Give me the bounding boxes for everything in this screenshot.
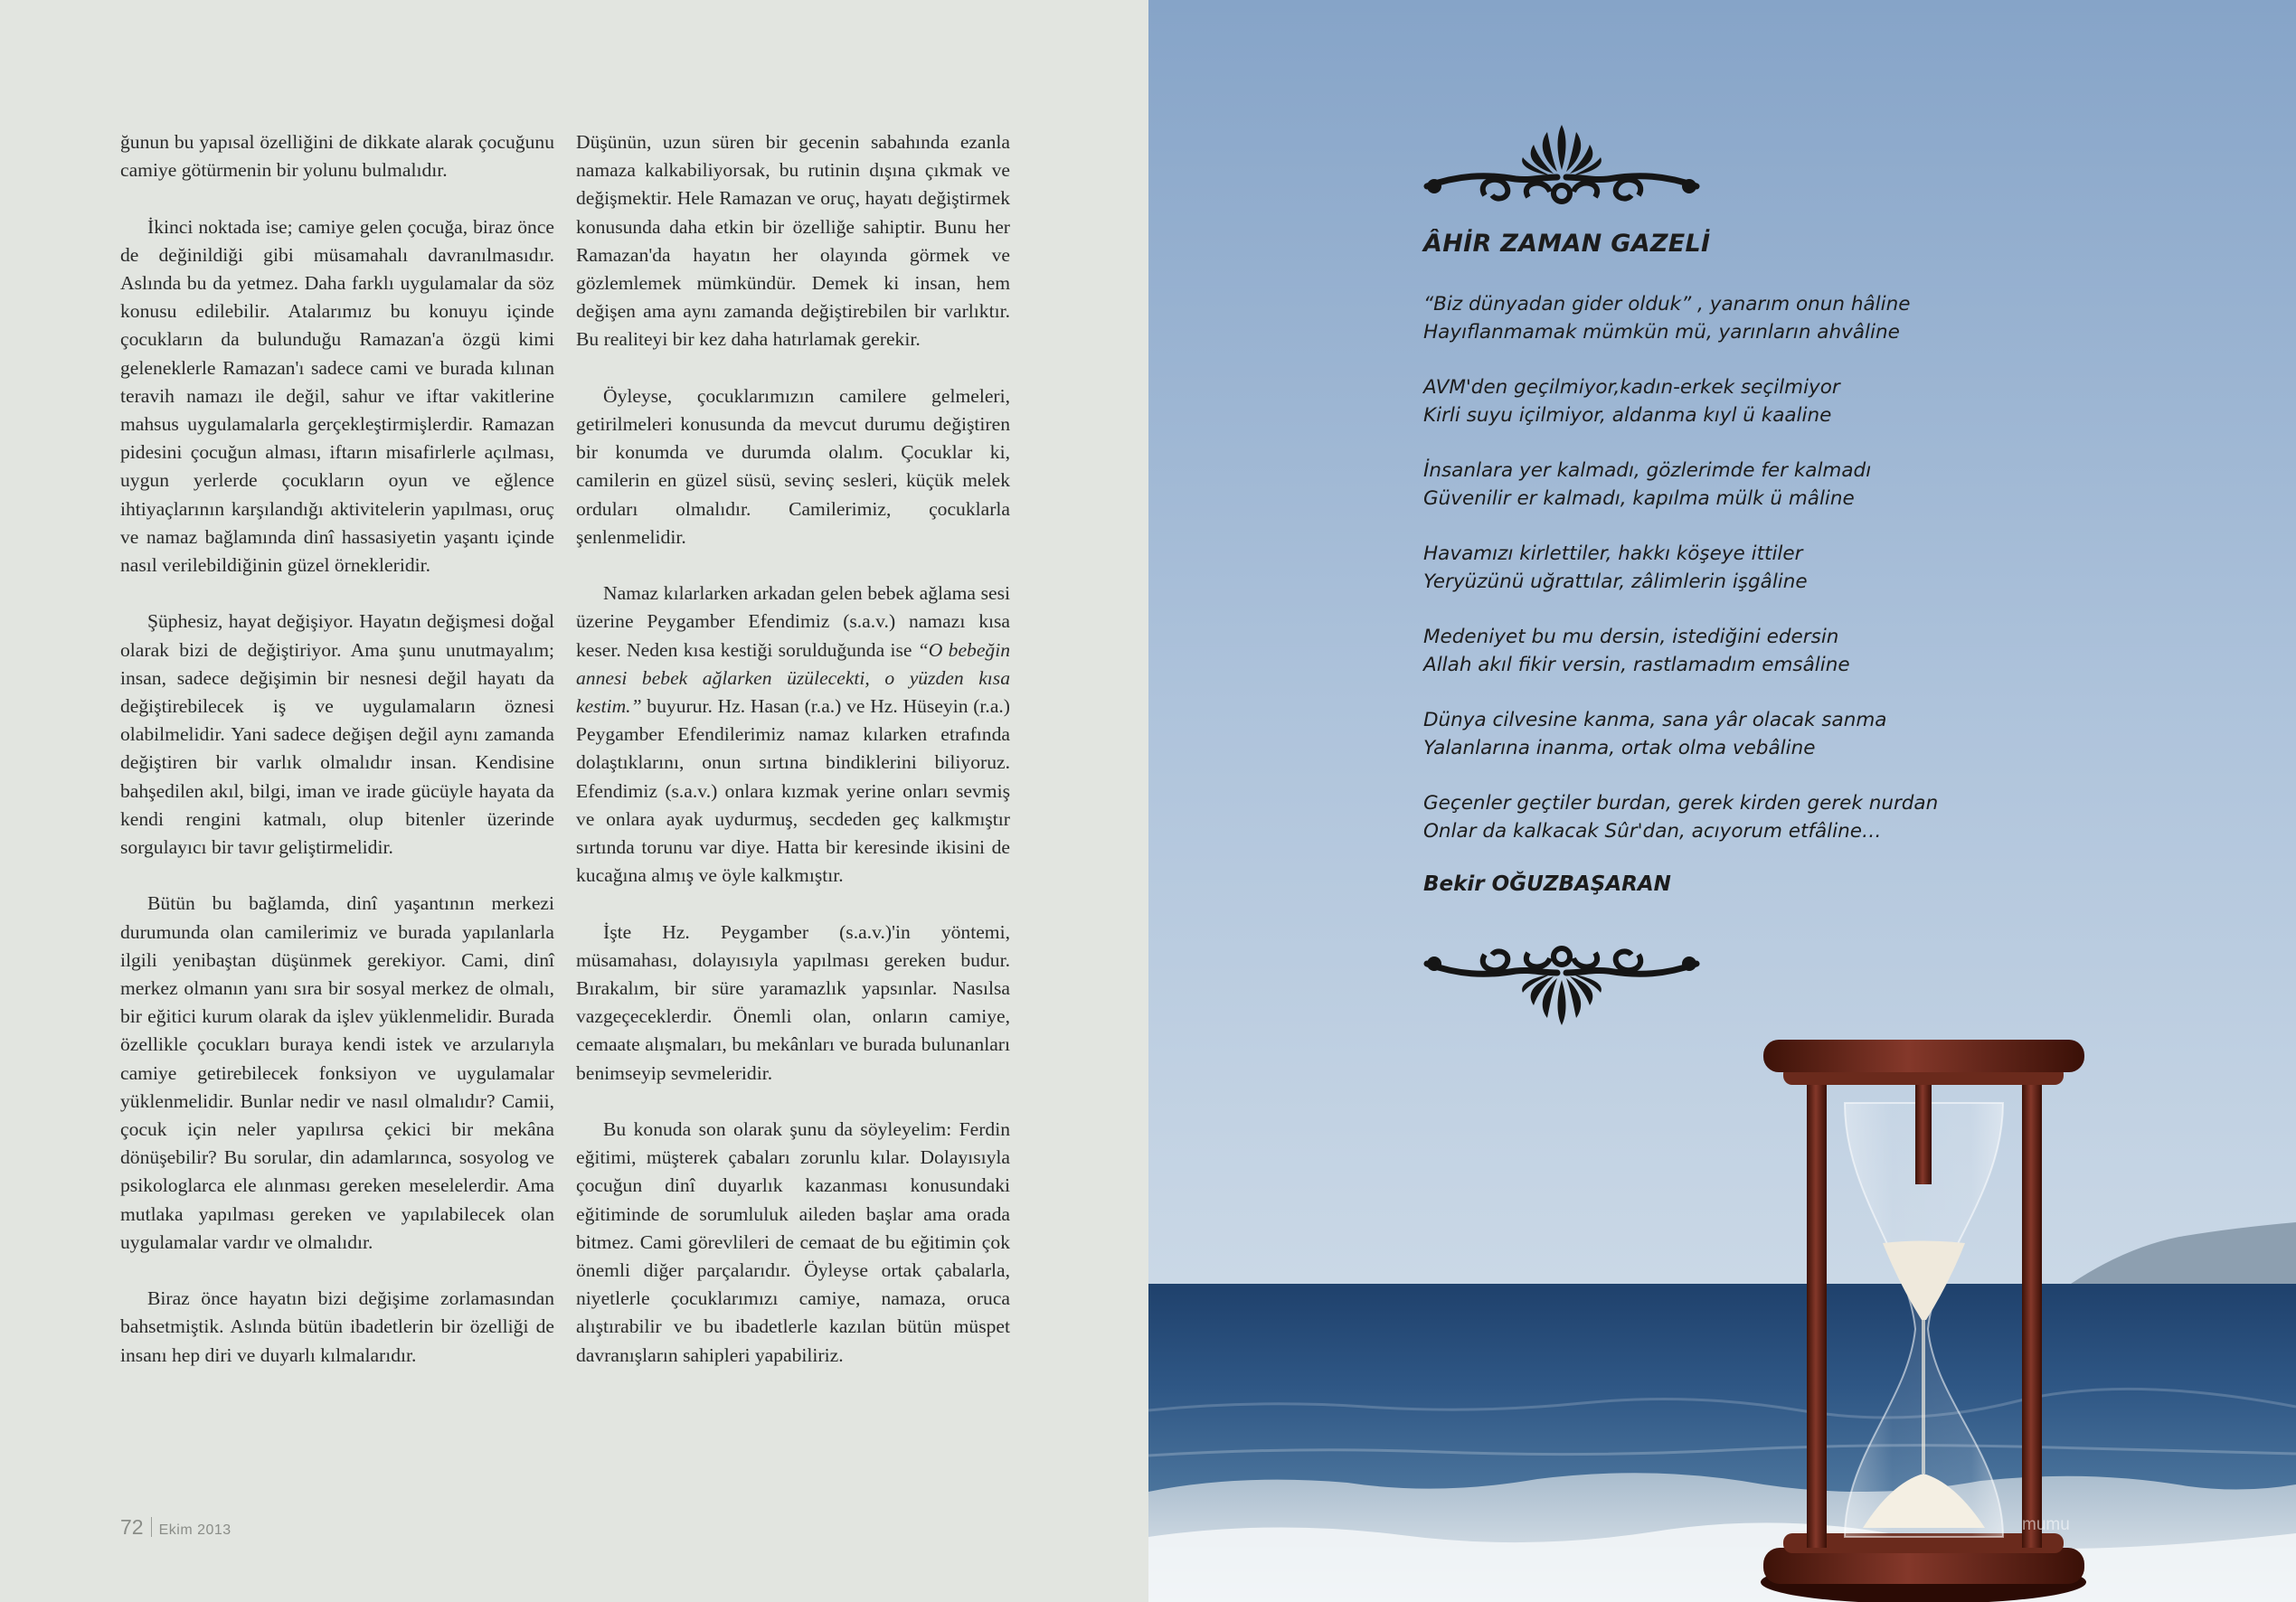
paragraph: Bu konuda son olarak şunu da söyleyelim: Ferdin eğitimi, müşterek çabaları zorunlu kılar. Dolayısıyla çocuğun dinî duyarlık kazanması konusundaki eğitiminde de sorumluluk aileden başlar ama orada bitmez. Cami görevlileri de cemaat de bu eğitimin çok önemli diğer parçalarıdır. Öyleyse ortak çabalarla, niyetlerle çocuklarımızı camiye, namaza, oruca alıştırabilir ve bu ibadetlerle kazılan bütün müspet davranışların sahipleri yapabiliriz.	[576, 1118, 1010, 1366]
watermark: mumu	[2022, 1515, 2070, 1534]
hadith-quote: “O bebeğin annesi bebek ağlarken üzülecekti, o yüzden kısa kestim.”	[576, 638, 1010, 718]
poem-line: AVM'den geçilmiyor,kadın-erkek seçilmiyor	[1423, 376, 1840, 399]
poem-line: Medeniyet bu mu dersin, istediğini edersin	[1423, 626, 1839, 648]
page-number: 72	[120, 1515, 144, 1539]
poem-line: Yeryüzünü uğrattılar, zâlimlerin işgâline	[1423, 570, 1808, 593]
poem-line: Allah akıl fikir versin, rastlamadım emsâline	[1423, 654, 1850, 676]
paragraph: Biraz önce hayatın bizi değişime zorlamasından bahsetmiştik. Aslında bütün ibadetlerin bir özelliği de insanı hep diri ve duyarlı kılmalarıdır.	[120, 1287, 554, 1366]
poem-line: Dünya cilvesine kanma, sana yâr olacak sanma	[1423, 709, 1887, 731]
paragraph: Şüphesiz, hayat değişiyor. Hayatın değişmesi doğal olarak bizi de değiştiriyor. Ama şunu unutmayalım; insan, sadece değişimin bir nesnesi değil hayatı da değiştirebilecek iş ve uygulamaların öznesi olabilmelidir. Yani sadece değişen değil aynı zamanda değiştiren bir varlık olmalıdır insan. Kendisine bahşedilen akıl, bilgi, iman ve irade gücüyle hayata da kendi rengini katmalı, olup bitenler üzerinde sorgulayıcı bir tavır geliştirmelidir.	[120, 610, 554, 859]
poem-stanza	[1423, 540, 1984, 596]
poem-line: Hayıflanmamak mümkün mü, yarınların ahvâline	[1423, 321, 1900, 344]
poem-block	[1423, 230, 1984, 896]
poem-line: Geçenler geçtiler burdan, gerek kirden gerek nurdan	[1423, 792, 1939, 815]
poem-line: Havamızı kirlettiler, hakkı köşeye ittiler	[1423, 542, 1803, 565]
paragraph	[576, 580, 1010, 890]
poem-stanza	[1423, 457, 1984, 513]
poem-stanza	[1423, 789, 1984, 845]
poem-stanza	[1423, 290, 1984, 346]
paragraph: Öyleyse, çocuklarımızın camilere gelmeleri, getirilmeleri konusunda da mevcut durumu değiştiren bir konumda ve durumda olalım. Çocuklar ki, camilerin en güzel süsü, sevinç sesleri, küçük melek orduları olmalıdır. Camilerimiz, çocuklarla şenlenmelidir.	[576, 384, 1010, 548]
ornament-top-icon	[1422, 118, 1702, 208]
poem-line: Kirli suyu içilmiyor, aldanma kıyl ü kaaline	[1423, 404, 1832, 427]
paragraph-text: Namaz kılarlarken arkadan gelen bebek ağlama sesi üzerine Peygamber Efendimiz (s.a.v.) namazı kısa keser. Neden kısa kestiği sorulduğunda ise	[576, 582, 1010, 661]
folio	[120, 1515, 231, 1540]
poem-stanza	[1423, 706, 1984, 762]
paragraph: İkinci noktada ise; camiye gelen çocuğa, biraz önce de değinildiği gibi müsamahalı davranılmasıdır. Aslında bu da yetmez. Daha farklı uygulamalar da söz konusu edilebilir. Atalarımız bu konuyu içinde çocukların da bulunduğu Ramazan'a özgü kimi geleneklerle Ramazan'ı sadece cami ve burada kılınan teravih namazı ile değil, sahur ve iftar vakitlerine mahsus uygulamalarla gerçekleştirmişlerdir. Ramazan pidesini çocuğun alması, iftarın misafirlerle açılması, uygun yerlerde çocukların oyun ve eğlence ihtiyaçlarının karşılandığı aktivitelerin yapılması, oruç ve namaz bağlamında dinî hassasiyetin yaşantı içinde nasıl verilebildiğinin güzel örnekleridir.	[120, 215, 554, 577]
poem-line: “Biz dünyadan gider olduk” , yanarım onun hâline	[1423, 293, 1911, 316]
paragraph: Düşünün, uzun süren bir gecenin sabahında ezanla namaza kalkabiliyorsak, bu rutinin dışına çıkmak ve değişmektir. Hele Ramazan ve oruç, hayatı değiştirmek konusunda daha etkin bir özelliğe sahiptir. Bunu her Ramazan'da hayatın her olayında görmek ve gözlemlemek mümkündür. Demek ki insan, hem değişen ama aynı zamanda değiştirebilen bir varlıktır. Bu realiteyi bir kez daha hatırlamak gerekir.	[576, 131, 1010, 351]
poem-line: İnsanlara yer kalmadı, gözlerimde fer kalmadı	[1423, 459, 1872, 482]
folio-divider	[151, 1517, 152, 1537]
text-column-2	[576, 128, 1010, 1398]
poem-stanza	[1423, 623, 1984, 679]
poem-stanza	[1423, 373, 1984, 429]
ornament-bottom-icon	[1422, 942, 1702, 1032]
poem-line: Onlar da kalkacak Sûr'dan, acıyorum etfâline…	[1423, 820, 1882, 843]
poem-line: Güvenilir er kalmadı, kapılma mülk ü mâline	[1423, 487, 1855, 510]
paragraph-text: buyurur. Hz. Hasan (r.a.) ve Hz. Hüseyin (r.a.) Peygamber Efendilerimiz namaz kılarken etrafında dolaştıklarını, onun sırtına bindiklerini biliyoruz. Efendimiz (s.a.v.) onlara kızmak yerine onları sevmiş ve onlara ayak uydurmuş, secdeden geç kalkmıştır sırtında torunu var diye. Hatta bir keresinde ikisini de kucağına almış ve öyle kalkmıştır.	[576, 695, 1010, 887]
issue-date: Ekim 2013	[158, 1522, 231, 1538]
paragraph: ğunun bu yapısal özelliğini de dikkate alarak çocuğunu camiye götürmenin bir yolunu bulmalıdır.	[120, 131, 554, 182]
text-column-1	[120, 128, 554, 1398]
poem-author: Bekir OĞUZBAŞARAN	[1423, 872, 1671, 896]
paragraph: İşte Hz. Peygamber (s.a.v.)'in yöntemi, müsamahası, dolayısıyla yapılması gereken budur. Bırakalım, bir süre yaramazlık yapsınlar. Nasılsa vazgeçeceklerdir. Önemli olan, onların camiye, cemaate alışmaları, bu mekânları ve burada bulunanları benimseyip sevmeleridir.	[576, 920, 1010, 1084]
poem-title: ÂHİR ZAMAN GAZELİ	[1423, 230, 1711, 258]
poem-line: Yalanlarına inanma, ortak olma vebâline	[1423, 737, 1816, 759]
paragraph: Bütün bu bağlamda, dinî yaşantının merkezi durumunda olan camilerimiz ve burada yapılanlarla ilgili yenibaştan düşünmek gerekiyor. Cami, dinî merkez olmanın yanı sıra bir sosyal merkez de olmalı, bir eğitici kurum olarak da işlev yüklenmelidir. Burada özellikle çocukları buraya kendi istek ve arzularıyla camiye getirebilecek fonksiyon ve uygulamalar yüklenmelidir. Bunlar nedir ve nasıl olmalıdır? Camii, çocuk için neler yapılırsa çekici bir mekâna dönüşebilir? Bu sorular, din adamlarınca, sosyolog ve psikologlarca ele alınması gereken meselelerdir. Ama mutlaka yapılması gereken ve yapılabilecek olan uygulamalar vardır ve olmalıdır.	[120, 892, 554, 1253]
